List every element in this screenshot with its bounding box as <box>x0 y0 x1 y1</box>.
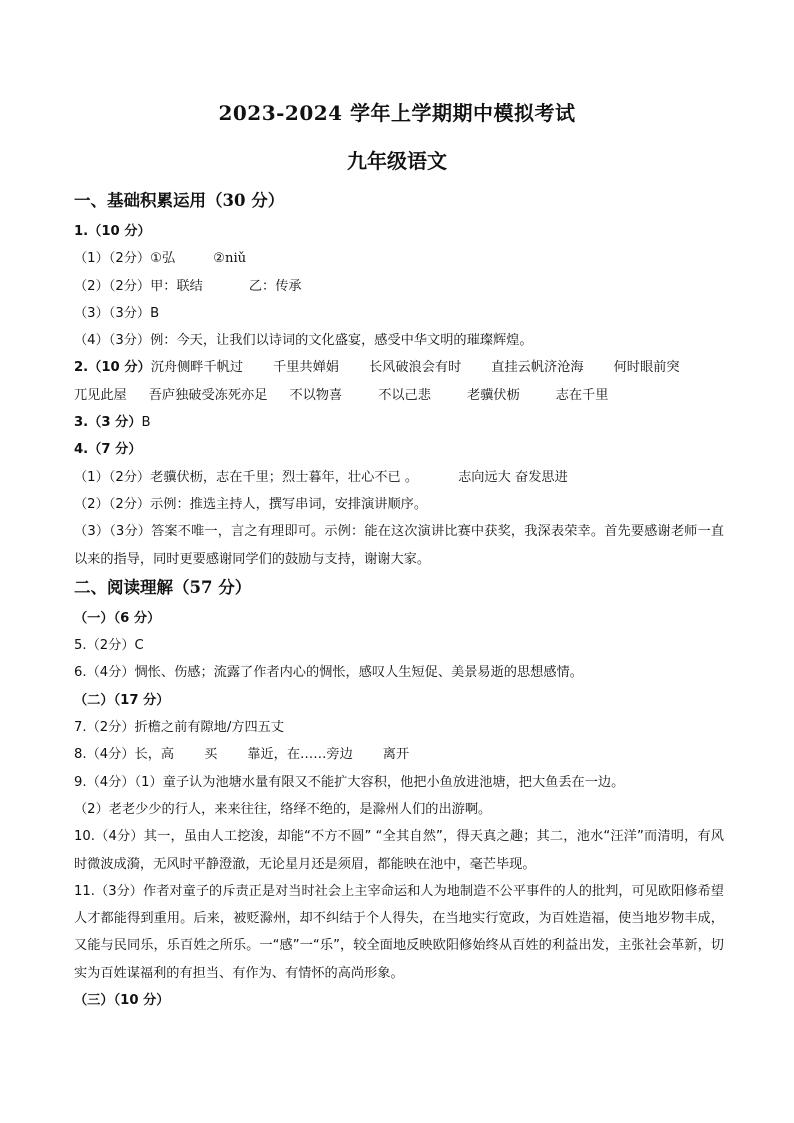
q2-label: 2.（10 分） <box>74 360 151 376</box>
q9-part2: （2）老老少少的行人，来来往往，络绎不绝的，是滁州人们的出游啊。 <box>74 801 492 817</box>
q8-answer: 买 <box>204 747 218 763</box>
q5-line: 5.（2分）C <box>74 638 144 654</box>
q8-prefix: 8.（4分）长，高 <box>74 747 175 763</box>
q1-part1-answer-a: ①弘 <box>150 251 176 267</box>
q1-part2 <box>74 273 724 300</box>
part1-label: （一）（6 分） <box>74 610 161 626</box>
q1-part2-prefix: （2）（2分） <box>74 278 151 294</box>
q4-part2: （2）（2分）示例：推选主持人，撰写串词，安排演讲顺序。 <box>74 496 428 512</box>
q1-label: 1.（10 分） <box>74 224 151 239</box>
answer-content <box>74 188 724 1014</box>
q1-part1-prefix: （1）（2分） <box>74 251 151 267</box>
q2-line2 <box>74 382 724 409</box>
q2-answer: 何时眼前突 <box>613 360 680 376</box>
q2-answer: 志在千里 <box>555 387 609 403</box>
q4-label: 4.（7 分） <box>74 442 142 458</box>
q8-answer: 离开 <box>382 747 410 763</box>
q1-part2-answer-b: 乙：传承 <box>248 278 302 294</box>
q4-part1 <box>74 464 724 491</box>
q2-answer: 老骥伏枥 <box>466 387 520 403</box>
q2-answer: 不以己悲 <box>378 387 431 403</box>
q2-answer: 长风破浪会有时 <box>368 360 462 376</box>
q4-part1-text: （1）（2分）老骥伏枥，志在千里；烈士暮年，壮心不已 。 <box>74 469 419 485</box>
q3-answer: B <box>141 415 151 431</box>
exam-subtitle: 九年级语文 <box>347 149 447 173</box>
part3-label: （三）（10 分） <box>74 993 170 1009</box>
q6-line: 6.（4分）惆怅、伤感；流露了作者内心的惆怅，感叹人生短促、美景易逝的思想感情。 <box>74 665 583 681</box>
q4-part1-extra: 志向远大 奋发思进 <box>458 469 568 485</box>
section-heading-reading: 二、阅读理解（57 分） <box>74 577 252 597</box>
q1-part3: （3）（3分）B <box>74 305 160 321</box>
q9-part1: 9.（4分）（1）童子认为池塘水量有限又不能扩大容积，他把小鱼放进池塘，把大鱼丢在一边。 <box>74 774 625 790</box>
q8-line <box>74 741 724 768</box>
q3-line <box>74 409 724 436</box>
q2-answer: 不以物喜 <box>289 387 343 403</box>
q4-part3: （3）（3分）答案不唯一，言之有理即可。示例：能在这次演讲比赛中获奖，我深表荣幸。首先要感谢老师一直以来的指导，同时更要感谢同学们的鼓励与支持，谢谢大家。 <box>74 524 724 567</box>
q8-answer: 靠近，在……旁边 <box>247 747 353 763</box>
q3-label: 3.（3 分） <box>74 415 142 431</box>
q7-line: 7.（2分）折檐之前有隙地/方四五丈 <box>74 720 285 736</box>
q2-answer: 沉舟侧畔千帆过 <box>150 360 244 376</box>
part2-label: （二）（17 分） <box>74 692 170 708</box>
q1-part4: （4）（3分）例：今天，让我们以诗词的文化盛宴，感受中华文明的璀璨辉煌。 <box>74 333 533 349</box>
exam-title: 2023-2024 学年上学期期中模拟考试 <box>218 101 576 125</box>
q10-line: 10.（4分）其一，虽由人工挖浚，却能“不方不圆” “全其自然”，得天真之趣；其二，池水“汪洋”而清明，有风时微波成漪，无风时平静澄澈，无论星月还是须眉，都能映在池中，毫芒毕现。 <box>74 829 724 872</box>
q1-part1 <box>74 245 724 272</box>
q2-answer: 千里共婵娟 <box>273 360 339 376</box>
q2-line1 <box>74 354 724 381</box>
q2-answer: 吾庐独破受冻死亦足 <box>148 387 268 403</box>
q1-part1-answer-b: ②niǔ <box>213 251 247 267</box>
section-heading-basics: 一、基础积累运用（30 分） <box>74 191 285 210</box>
q11-line: 11.（3分）作者对童子的斥责正是对当时社会上主宰命运和人为地制造不公平事件的人的批判，可见欧阳修希望人才都能得到重用。后来，被贬滁州，却不纠结于个人得失，在当地实行宽政，为百姓造福，使当地岁物丰成，又能与民同乐，乐百姓之所乐。一“感”一“乐”，较全面地反映欧阳修始终从百姓的利益出发，主张社会革新，切实为百姓谋福利的有担当、有作为、有情怀的高尚形象。 <box>74 883 724 981</box>
q1-part2-answer-a: 甲：联结 <box>150 278 203 294</box>
q2-answer: 直挂云帆济沧海 <box>491 360 584 376</box>
q2-answer: 兀见此屋 <box>74 387 127 403</box>
